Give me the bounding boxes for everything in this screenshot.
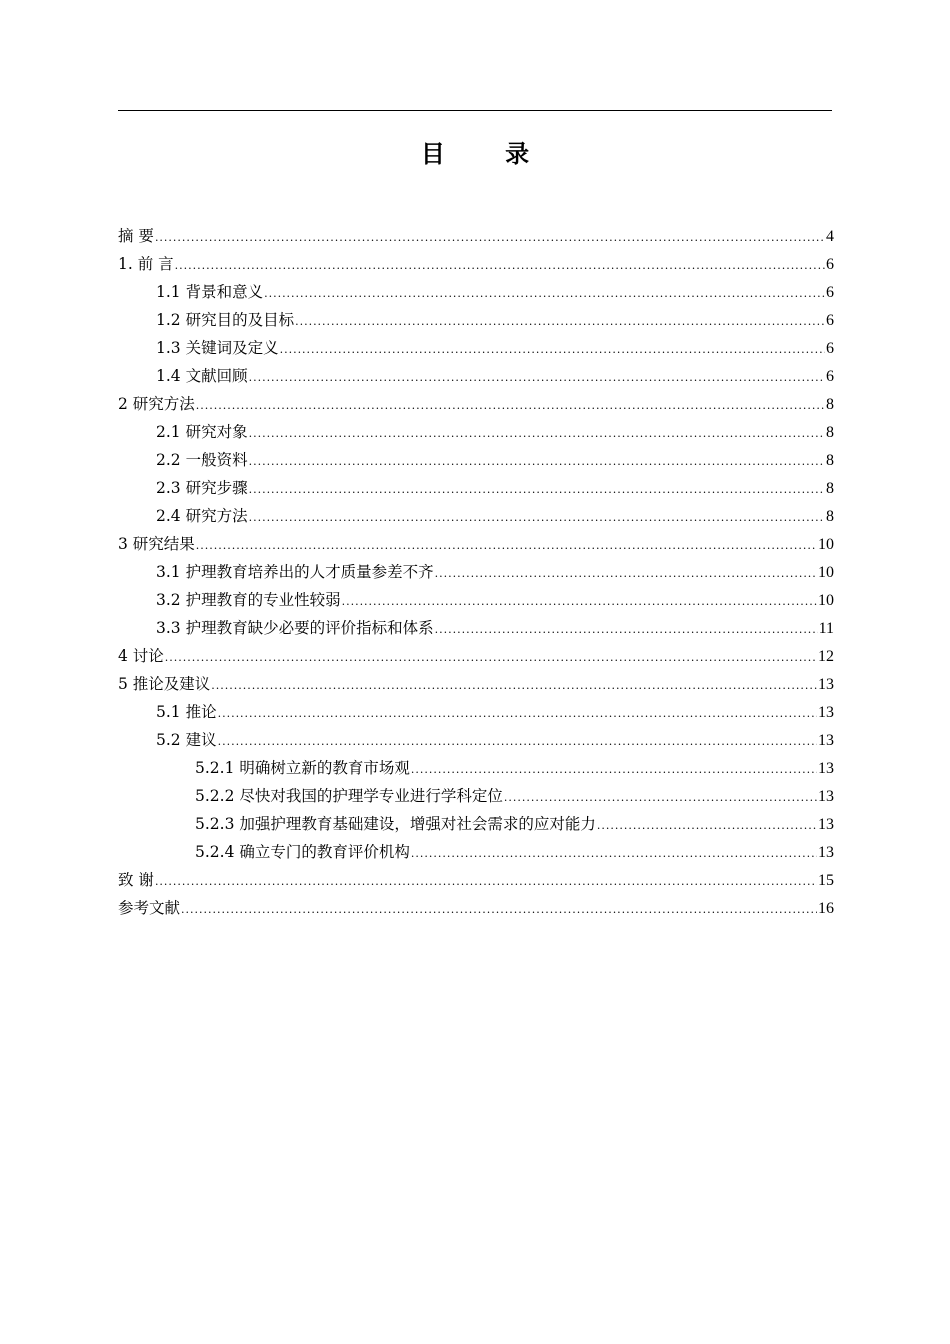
toc-dot-leader — [280, 336, 825, 364]
toc-entry-label: 3.2 护理教育的专业性较弱 — [156, 591, 341, 609]
toc-entry[interactable] — [118, 474, 834, 502]
toc-entry-label: 2.4 研究方法 — [156, 507, 248, 525]
toc-dot-leader — [211, 672, 817, 700]
toc-dot-leader — [196, 532, 817, 560]
toc-dot-leader — [181, 896, 817, 924]
toc-dot-leader — [411, 756, 817, 784]
toc-entry-label: 3 研究结果 — [118, 535, 195, 553]
page-title: 目 录 — [420, 140, 556, 168]
toc-page-number: 13 — [818, 788, 834, 805]
toc-entry[interactable] — [118, 670, 834, 698]
toc-entry-label: 5.1 推论 — [156, 703, 217, 721]
toc-dot-leader — [504, 784, 817, 812]
toc-dot-leader — [264, 280, 825, 308]
toc-entry-label: 2.2 一般资料 — [156, 451, 248, 469]
toc-page-number: 10 — [818, 536, 834, 553]
toc-entry-label: 1.1 背景和意义 — [156, 283, 264, 301]
toc-dot-leader — [435, 616, 818, 644]
toc-page-number: 12 — [818, 648, 834, 665]
toc-page-number: 13 — [818, 704, 834, 721]
toc-page-number: 11 — [818, 620, 834, 637]
toc-entry[interactable] — [118, 558, 834, 586]
toc-dot-leader — [411, 840, 817, 868]
toc-entry-label: 1.2 研究目的及目标 — [156, 311, 295, 329]
toc-dot-leader — [435, 560, 817, 588]
toc-entry-label: 2.1 研究对象 — [156, 423, 248, 441]
toc-dot-leader — [249, 364, 825, 392]
toc-entry[interactable] — [118, 838, 834, 866]
toc-dot-leader — [342, 588, 817, 616]
toc-entry-label: 3.3 护理教育缺少必要的评价指标和体系 — [156, 619, 434, 637]
table-of-contents — [118, 222, 834, 922]
toc-entry[interactable] — [118, 642, 834, 670]
toc-entry-label: 参考文献 — [118, 899, 181, 917]
toc-entry-label: 2 研究方法 — [118, 395, 195, 413]
toc-page-number: 6 — [826, 312, 834, 329]
toc-page-number: 8 — [826, 424, 834, 441]
toc-entry[interactable] — [118, 614, 834, 642]
toc-page-number: 8 — [826, 396, 834, 413]
toc-entry[interactable] — [118, 530, 834, 558]
toc-dot-leader — [175, 252, 825, 280]
toc-entry-label: 5.2.3 加强护理教育基础建设，增强对社会需求的应对能力 — [195, 815, 596, 833]
toc-page-number: 8 — [826, 508, 834, 525]
toc-page-number: 15 — [818, 872, 834, 889]
toc-entry[interactable] — [118, 782, 834, 810]
toc-page-number: 6 — [826, 284, 834, 301]
toc-page-number: 13 — [818, 732, 834, 749]
toc-entry-label: 2.3 研究步骤 — [156, 479, 248, 497]
toc-page-number: 13 — [818, 844, 834, 861]
toc-page-number: 4 — [826, 228, 834, 245]
toc-dot-leader — [249, 476, 825, 504]
toc-entry[interactable] — [118, 894, 834, 922]
toc-entry-label: 1.4 文献回顾 — [156, 367, 248, 385]
toc-page-number: 10 — [818, 592, 834, 609]
toc-entry-label: 3.1 护理教育培养出的人才质量参差不齐 — [156, 563, 434, 581]
toc-dot-leader — [155, 224, 825, 252]
toc-page-number: 8 — [826, 480, 834, 497]
toc-entry[interactable] — [118, 222, 834, 250]
toc-dot-leader — [155, 868, 817, 896]
toc-dot-leader — [218, 700, 817, 728]
toc-entry-label: 4 讨论 — [118, 647, 164, 665]
toc-entry[interactable] — [118, 726, 834, 754]
toc-entry[interactable] — [118, 362, 834, 390]
toc-dot-leader — [295, 308, 825, 336]
toc-page-number: 6 — [826, 340, 834, 357]
toc-entry[interactable] — [118, 250, 834, 278]
toc-dot-leader — [597, 812, 817, 840]
toc-entry[interactable] — [118, 502, 834, 530]
header-rule — [118, 110, 832, 111]
toc-entry[interactable] — [118, 810, 834, 838]
toc-page-number: 16 — [818, 900, 834, 917]
toc-entry[interactable] — [118, 698, 834, 726]
toc-page-number: 13 — [818, 760, 834, 777]
toc-dot-leader — [218, 728, 817, 756]
toc-page-number: 6 — [826, 256, 834, 273]
toc-entry[interactable] — [118, 306, 834, 334]
toc-page-number: 13 — [818, 676, 834, 693]
toc-page-number: 13 — [818, 816, 834, 833]
toc-entry-label: 5.2.4 确立专门的教育评价机构 — [195, 843, 410, 861]
toc-entry-label: 致 谢 — [118, 871, 154, 889]
toc-entry[interactable] — [118, 278, 834, 306]
toc-entry[interactable] — [118, 586, 834, 614]
toc-entry[interactable] — [118, 754, 834, 782]
toc-page-number: 10 — [818, 564, 834, 581]
toc-entry-label: 摘 要 — [118, 227, 154, 245]
toc-entry[interactable] — [118, 390, 834, 418]
toc-entry-label: 5.2.1 明确树立新的教育市场观 — [195, 759, 410, 777]
toc-dot-leader — [249, 420, 825, 448]
toc-dot-leader — [165, 644, 817, 672]
toc-dot-leader — [249, 504, 825, 532]
toc-entry-label: 5 推论及建议 — [118, 675, 211, 693]
toc-page-number: 6 — [826, 368, 834, 385]
toc-entry[interactable] — [118, 866, 834, 894]
toc-entry-label: 1. 前 言 — [118, 255, 174, 273]
toc-entry[interactable] — [118, 446, 834, 474]
toc-entry[interactable] — [118, 418, 834, 446]
toc-entry-label: 5.2 建议 — [156, 731, 217, 749]
toc-entry-label: 1.3 关键词及定义 — [156, 339, 279, 357]
toc-page-number: 8 — [826, 452, 834, 469]
toc-dot-leader — [196, 392, 825, 420]
toc-entry[interactable] — [118, 334, 834, 362]
toc-dot-leader — [249, 448, 825, 476]
toc-entry-label: 5.2.2 尽快对我国的护理学专业进行学科定位 — [195, 787, 503, 805]
